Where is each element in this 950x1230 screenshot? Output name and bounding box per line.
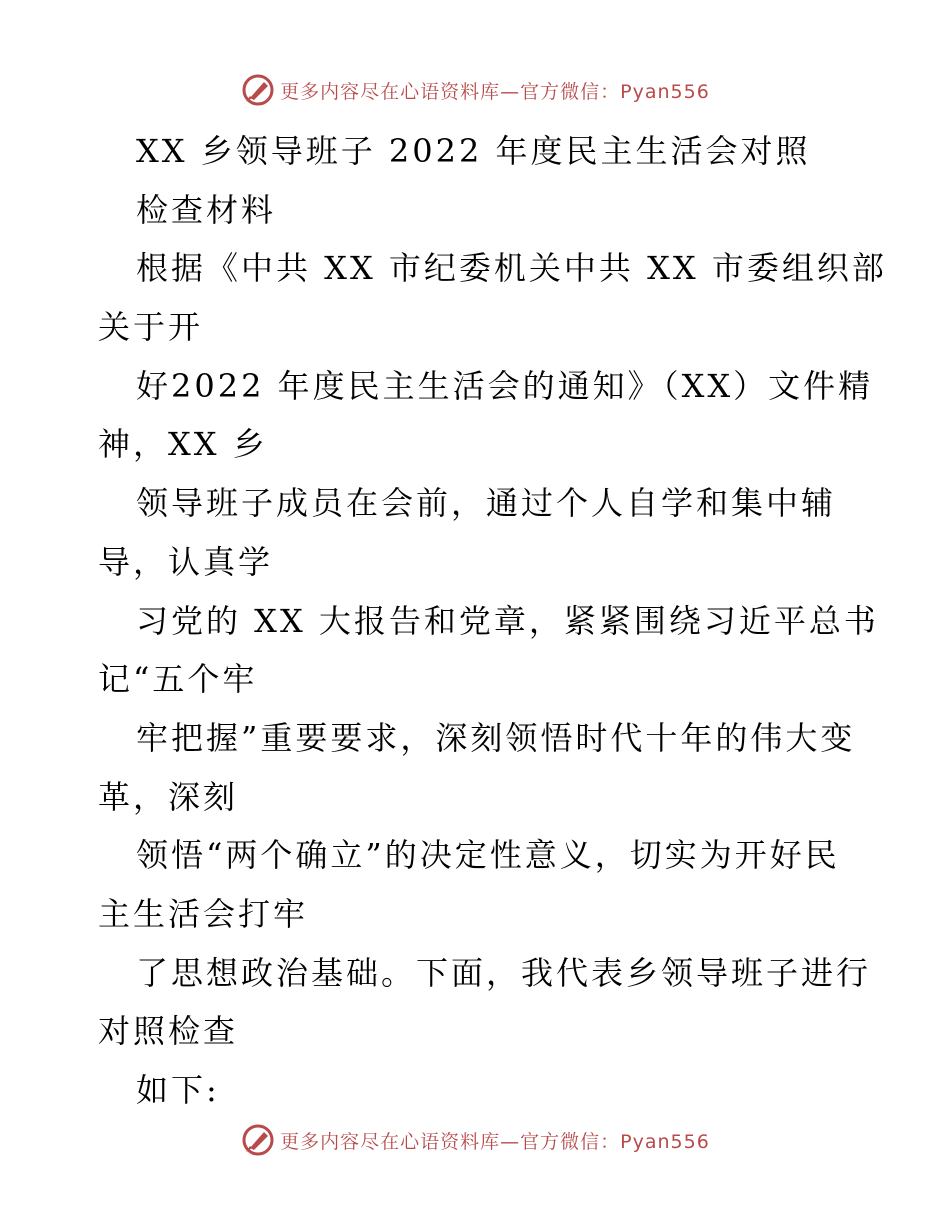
- text-line: 神，XX 乡: [98, 425, 268, 464]
- text-line: 关于开: [98, 308, 204, 347]
- text-line: 导，认真学: [98, 542, 274, 581]
- text-line: 领悟“两个确立”的决定性意义，切实为开好民: [136, 836, 840, 875]
- watermark-text: 更多内容尽在心语资料库—官方微信：Pyan556: [280, 1130, 710, 1153]
- text-line: 好2022 年度民主生活会的通知》（XX）文件精: [136, 366, 874, 405]
- text-line: 根据《中共 XX 市纪委机关中共 XX 市委组织部: [136, 249, 887, 288]
- text-line: XX 乡领导班子 2022 年度民主生活会对照: [136, 132, 811, 170]
- text-line: 领导班子成员在会前，通过个人自学和集中辅: [136, 484, 837, 523]
- text-line: 记“五个牢: [98, 660, 258, 699]
- watermark-text: 更多内容尽在心语资料库—官方微信：Pyan556: [280, 80, 710, 103]
- text-line: 如下:: [136, 1071, 220, 1109]
- pen-logo-icon: [240, 1122, 276, 1158]
- footer-watermark: [0, 1120, 950, 1160]
- header-watermark: [0, 70, 950, 110]
- text-line: 革，深刻: [98, 777, 239, 816]
- text-line: 了思想政治基础。下面，我代表乡领导班子进行: [136, 953, 872, 992]
- text-line: 牢把握”重要要求，深刻领悟时代十年的伟大变: [136, 718, 856, 757]
- text-line: 检查材料: [136, 190, 277, 229]
- text-line: 习党的 XX 大报告和党章，紧紧围绕习近平总书: [136, 601, 879, 640]
- pen-logo-icon: [240, 72, 276, 108]
- text-line: 主生活会打牢: [98, 894, 309, 933]
- document-body: [98, 122, 887, 1120]
- text-line: 对照检查: [98, 1012, 239, 1051]
